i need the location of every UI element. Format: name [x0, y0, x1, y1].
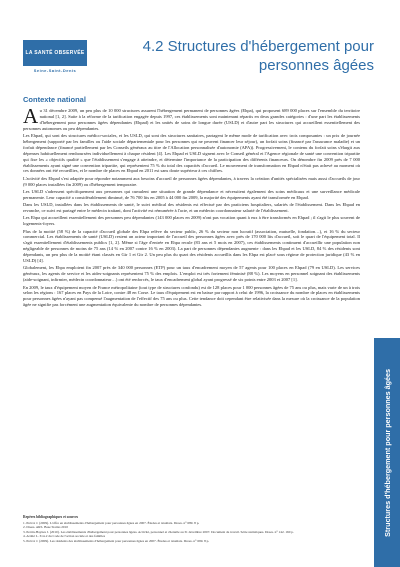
reference-item: 2. Drees. ARS. Base Statiss 2010 [23, 525, 69, 530]
logo-line1: LA SANTÉ OBSERVÉE [25, 50, 85, 56]
paragraph: Les USLD s'adressent spécifiquement aux personnes qui cumulent une situation de grande dépendance et nécessitent également des soins médicaux et une surveillance médicale permanente. Leur capacité a considérablement diminué, de 76 700 lits en 2005 à 44 000 fin 2009, la majorité des équipements ayant été transformée en Ehpad. [23, 188, 360, 200]
paragraph: Au 31 décembre 2009, un peu plus de 10 000 structures assurent l'hébergement permanent de personnes âgées (Ehpa), qui proposent 689 000 places sur l'ensemble du territoire national [1, 2]. Suite à la réforme de la tarification engagée depuis 1997, ces établissements sont maintenant répartis en deux grandes catégories : d'une part les établissements d'hébergement pour personnes âgées dépendantes (Ehpad) et les unités de soins de longue durée (USLD) et d'autre part les structures qui accueillent essentiellement des personnes autonomes ou peu dépendantes. [23, 104, 360, 131]
paragraph: Dans les USLD, installées dans les établissements de santé, le suivi médical des résidents est effectué par des praticiens hospitaliers, salariés de l'établissement. Dans les Ehpad en revanche, ce suivi est partagé entre le médecin traitant, dont l'activité est rémunérée à l'acte, et un médecin coordonnateur salarié de l'établissement. [23, 202, 360, 214]
observatory-logo [23, 40, 87, 73]
references-title: Repères bibliographiques et sources [23, 515, 79, 519]
paragraph: L'activité des Ehpad s'est adaptée pour répondre notamment aux besoins d'accueil de personnes âgées dépendantes, à travers la création d'unités spécialisées mais aussi d'accueils de jour (9 000 places installées fin 2009) ou d'hébergement temporaire. [23, 175, 360, 187]
page-title: 4.2 Structures d'hébergement pour personnes âgées [142, 38, 374, 74]
section-title: Contexte national [23, 95, 86, 104]
sidebar-label: Structures d'hébergement pour personnes âgées [382, 368, 392, 537]
chapter-sidebar-tab [374, 338, 400, 567]
paragraph: Les Ehpa qui accueillent essentiellement des personnes peu dépendantes (143 000 places en 2009) n'ont pas vocation quant à eux à être transformés en Ehpad ; il s'agit le plus souvent de logements-foyers. [23, 215, 360, 227]
logo-subtitle: Seine-Saint-Denis [33, 68, 77, 73]
reference-item: 4. Arrêté L. 314-2 du Code de l'action sociale et des familles [23, 534, 106, 539]
reference-item: 5. Prévot J. (2009). Les résidents des établissements d'hébergement pour personnes âgées en 2007. Études et résultats. Drees. n° 699. 8 p. [23, 538, 210, 543]
paragraph: Les Ehpad, qui sont des structures médico-sociales, et les USLD, qui sont des structures sanitaires, partagent le même mode de tarification avec trois composantes : un prix de journée hébergement (supporté par les familles ou l'aide sociale départementale pour les personnes qui ne peuvent financer leur séjour), un forfait soins (financé par l'assurance maladie) et un forfait dépendance (financé partiellement par les Conseils généraux au titre de l'Allocation personnalisée d'autonomie (APA)). Progressivement, le contenu du forfait soins s'élargit aux dépenses habituellement remboursées individuellement à chaque résident [4]. Les Ehpad et USLD signent avec le Conseil général et l'Agence régionale de santé une convention tripartite qui fixe les « objectifs qualité » que l'établissement s'engage à atteindre, et détermine l'importance de la participation des différents financeurs. On dénombre fin 2009 près de 7 000 établissements ayant signé une convention tripartite, qui représentent 75 % du total des capacités d'accueil. Le mouvement de transformation en Ehpad n'était pas achevé au moment où ces données ont été recueillies, et le nombre de places en Ehpad en 2011 est sans doute supérieur à ces chiffres. [23, 133, 360, 174]
references [23, 515, 353, 544]
paragraph: En 2009, le taux d'équipement moyen de France métropolitaine (tout type de structures confondu) est de 128 places pour 1 000 personnes âgées de 75 ans ou plus, mais varie de un à trois selon les régions : 167 places en Pays de la Loire, contre 48 en Corse. Le taux d'équipement est en baisse par rapport à celui de 1996, la croissance du nombre de places en établissements pour personnes âgées n'ayant pas compensé l'augmentation de l'effectif des 75 ans ou plus. Cette tendance doit cependant être relativisée dans la mesure où la croissance de la population âgée ne signifie pas forcément une augmentation équivalente du nombre de personnes dépendantes. [23, 284, 360, 308]
paragraph: Plus de la moitié (58 %) de la capacité d'accueil globale des Ehpa relève du secteur public, 26 % du secteur non lucratif (association, mutuelle, fondation…), et 16 % du secteur commercial. Les établissements de santé (USLD) restent un acteur important de l'accueil des personnes âgées avec près de 170 000 lits d'accueil, soit le quart de l'équipement total. Il s'agit essentiellement d'établissements publics [1, 2]. Même si l'âge d'entrée en Ehpa recule (83 ans et 5 mois en 2007), ces établissements continuent d'accueillir une population non négligeable de personnes de moins de 75 ans (14 % en 2007 contre 16 % en 2003). La part de personnes dépendantes augmente : dans les Ehpad et les USLD, 84 % des résidents sont dépendants, un peu plus de la moitié étant classés en Gir 1 et Gir 2. Un peu plus du quart des résidents accueillis dans les Ehpa est placé sous régime de protection juridique (43 % en USLD) [4]. [23, 228, 360, 264]
reference-item: 3. Perrin-Haynes J. (2010). Les établissements d'hébergement pour personnes âgées. Activité, personnel et clientèle au 31 décembre 2007. Document de travail. Série statistiques. Drees. n° 142. 160 p. [23, 529, 294, 534]
paragraph: Globalement, les Ehpa emploient fin 2007 près de 340 000 personnes (ETP) pour un taux d'encadrement moyen de 57 agents pour 100 places en Ehpad (79 en USLD). Les services généraux, les agents de service et les aides-soignants représentent 75 % des emplois. L'emploi est très fortement féminisé (88 %). Les moyens en personnel soignant des établissements (aide-soignant, infirmier, médecin coordonnateur…) ont été renforcés, le taux d'encadrement global ayant progressé de six points entre 2003 et 2007 [1]. [23, 265, 360, 283]
reference-item: 1. Prévot J. (2009). L'offre en établissements d'hébergement pour personnes âgées en 2007. Études et résultats. Drees. n° 689. 8 p. [23, 520, 200, 525]
drop-cap: A [23, 104, 39, 128]
body-text [23, 104, 360, 310]
logo-box [23, 40, 87, 66]
